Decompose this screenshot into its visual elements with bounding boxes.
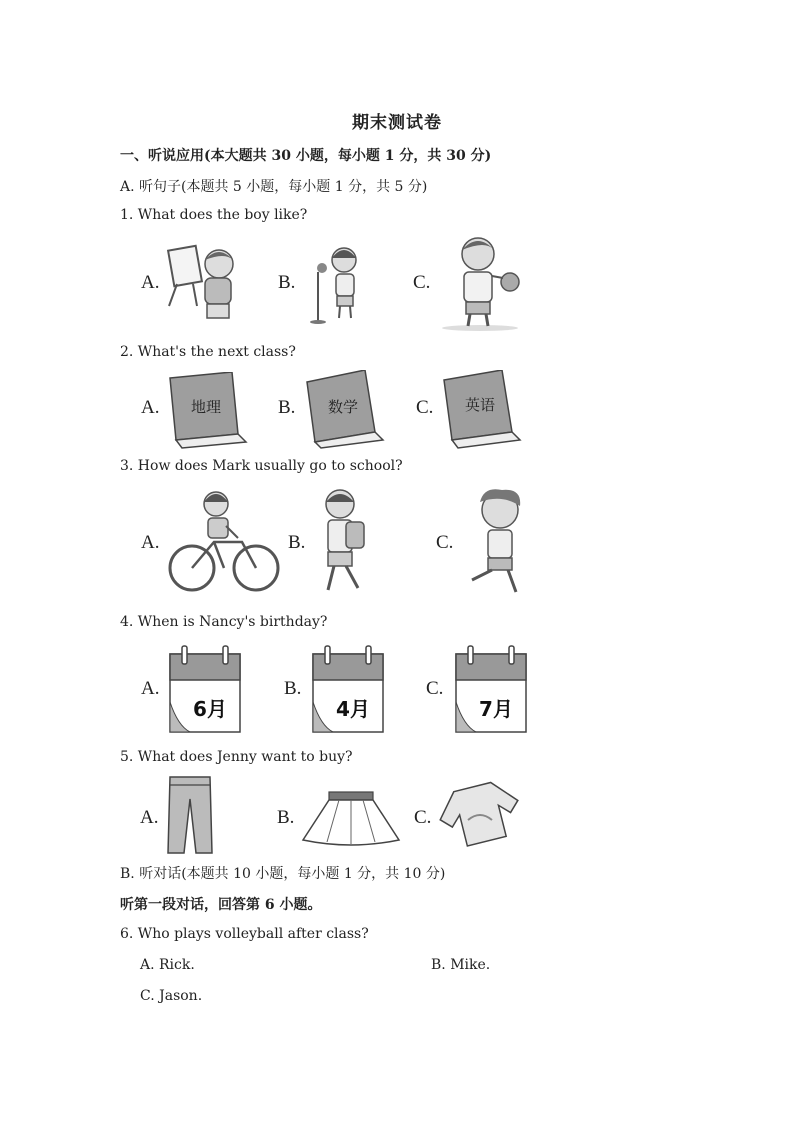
- sweater-image: [438, 780, 524, 852]
- book-title: 数学: [327, 398, 359, 416]
- option-label: A.: [141, 272, 160, 293]
- boy-walking-image: [316, 486, 372, 598]
- boy-bike-image: [168, 486, 280, 596]
- option-label: B.: [288, 532, 306, 553]
- part-b-heading: B. 听对话(本题共 10 小题，每小题 1 分，共 10 分): [120, 866, 446, 882]
- part-a-heading: A. 听句子(本题共 5 小题，每小题 1 分，共 5 分): [120, 179, 428, 195]
- boy-pingpong-image: [440, 232, 528, 332]
- answer-option-b: B. Mike.: [431, 957, 491, 973]
- dialog-instruction: 听第一段对话，回答第 6 小题。: [120, 897, 322, 913]
- option-label: C.: [426, 678, 444, 699]
- book-geography-image: [168, 372, 248, 450]
- book-english-image: [442, 370, 524, 450]
- question-1: 1. What does the boy like?: [120, 207, 308, 223]
- answer-option-c: C. Jason.: [140, 988, 203, 1004]
- question-4: 4. When is Nancy's birthday?: [120, 614, 328, 630]
- option-label: C.: [413, 272, 431, 293]
- boy-singing-image: [306, 238, 366, 326]
- calendar-june-image: [168, 642, 242, 734]
- option-label: A.: [141, 678, 160, 699]
- boy-running-image: [462, 486, 532, 598]
- book-math-image: [305, 370, 387, 450]
- section-heading: 一、听说应用(本大题共 30 小题，每小题 1 分，共 30 分): [120, 148, 492, 164]
- option-label: B.: [277, 807, 295, 828]
- skirt-image: [299, 790, 403, 846]
- calendar-month: 7月: [479, 697, 513, 721]
- question-6: 6. Who plays volleyball after class?: [120, 926, 369, 942]
- option-label: A.: [141, 397, 160, 418]
- option-label: C.: [436, 532, 454, 553]
- option-label: B.: [278, 397, 296, 418]
- answer-option-a: A. Rick.: [140, 957, 195, 973]
- option-label: A.: [141, 532, 160, 553]
- option-label: B.: [278, 272, 296, 293]
- calendar-july-image: [454, 642, 528, 734]
- question-3: 3. How does Mark usually go to school?: [120, 458, 403, 474]
- option-label: A.: [140, 807, 159, 828]
- page-title: 期末测试卷: [352, 113, 442, 133]
- calendar-month: 4月: [336, 697, 370, 721]
- option-label: C.: [414, 807, 432, 828]
- calendar-april-image: [311, 642, 385, 734]
- option-label: B.: [284, 678, 302, 699]
- calendar-month: 6月: [193, 697, 227, 721]
- boy-drawing-image: [163, 238, 243, 324]
- question-5: 5. What does Jenny want to buy?: [120, 749, 353, 765]
- trousers-image: [166, 775, 216, 855]
- option-label: C.: [416, 397, 434, 418]
- question-2: 2. What's the next class?: [120, 344, 296, 360]
- book-title: 英语: [464, 396, 496, 414]
- book-title: 地理: [190, 398, 222, 416]
